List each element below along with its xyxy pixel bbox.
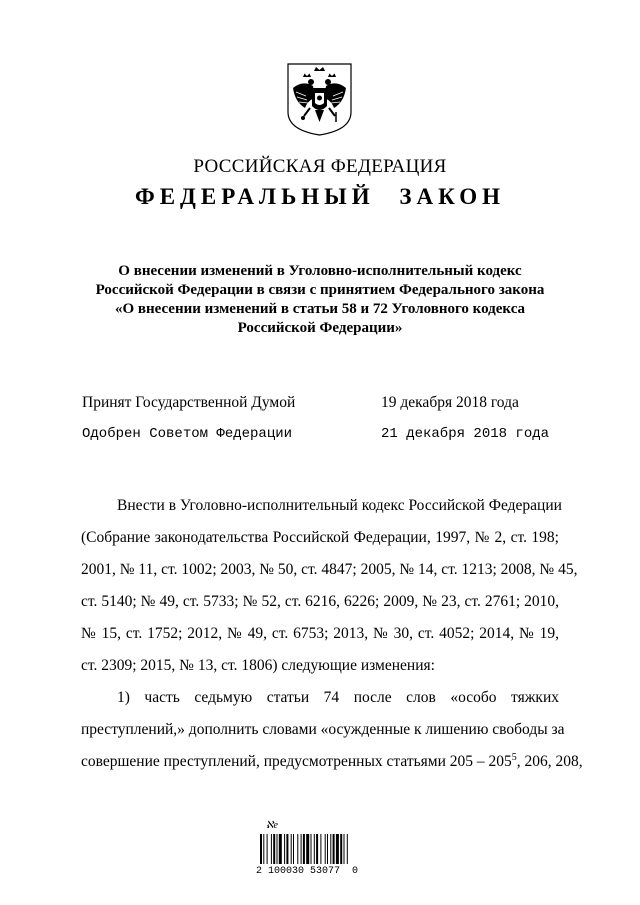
body-line: ст. 2309; 2015, № 13, ст. 1806) следующие изменения: <box>81 657 435 674</box>
body-line: преступлений,» дополнить словами «осужденные к лишению свободы за <box>81 721 565 738</box>
subject-line: Российской Федерации» <box>237 320 403 336</box>
body-line <box>81 746 583 778</box>
body-line: (Собрание законодательства Российской Федерации, 1997, № 2, ст. 198; <box>81 529 559 546</box>
adoption-duma-row <box>82 394 519 412</box>
council-label: Одобрен Советом Федерации <box>82 426 293 442</box>
body-line: 1) часть седьмую статьи 74 после слов «особо тяжких <box>117 689 559 706</box>
body-line: № 15, ст. 1752; 2012, № 49, ст. 6753; 2013, № 30, ст. 4052; 2014, № 19, <box>81 625 559 642</box>
body-line-text: совершение преступлений, предусмотренных статьями 205 – 205 <box>81 753 512 770</box>
council-date: 21 декабря 2018 года <box>381 426 550 442</box>
barcode-mark: ℵe <box>266 820 278 831</box>
body-line: 2001, № 11, ст. 1002; 2003, № 50, ст. 4847; 2005, № 14, ст. 1213; 2008, № 45, <box>81 561 578 578</box>
barcode-number: 2 100030 53077 0 <box>256 866 359 877</box>
country-name: РОССИЙСКАЯ ФЕДЕРАЦИЯ <box>193 156 447 177</box>
body-line: ст. 5140; № 49, ст. 5733; № 52, ст. 6216, 6226; 2009, № 23, ст. 2761; 2010, <box>81 593 559 610</box>
subject-line: Российской Федерации в связи с принятием Федерального закона <box>95 282 545 298</box>
russian-coat-of-arms-icon <box>286 62 353 137</box>
law-type-title: ФЕДЕРАЛЬНЫЙ ЗАКОН <box>134 184 506 209</box>
law-body-text <box>81 490 583 778</box>
document-barcode <box>256 820 386 880</box>
law-subject-title <box>0 262 640 338</box>
body-line-text: , 206, 208, <box>516 753 583 770</box>
subject-line: «О внесении изменений в статьи 58 и 72 Уголовного кодекса <box>114 301 526 317</box>
duma-date: 19 декабря 2018 года <box>381 394 519 411</box>
adoption-council-row <box>82 426 550 442</box>
body-line: Внести в Уголовно-исполнительный кодекс Российской Федерации <box>117 497 562 514</box>
duma-label: Принят Государственной Думой <box>82 394 296 411</box>
superscript: 5 <box>511 752 517 763</box>
subject-line: О внесении изменений в Уголовно-исполнительный кодекс <box>118 263 522 279</box>
barcode-icon <box>260 834 378 864</box>
